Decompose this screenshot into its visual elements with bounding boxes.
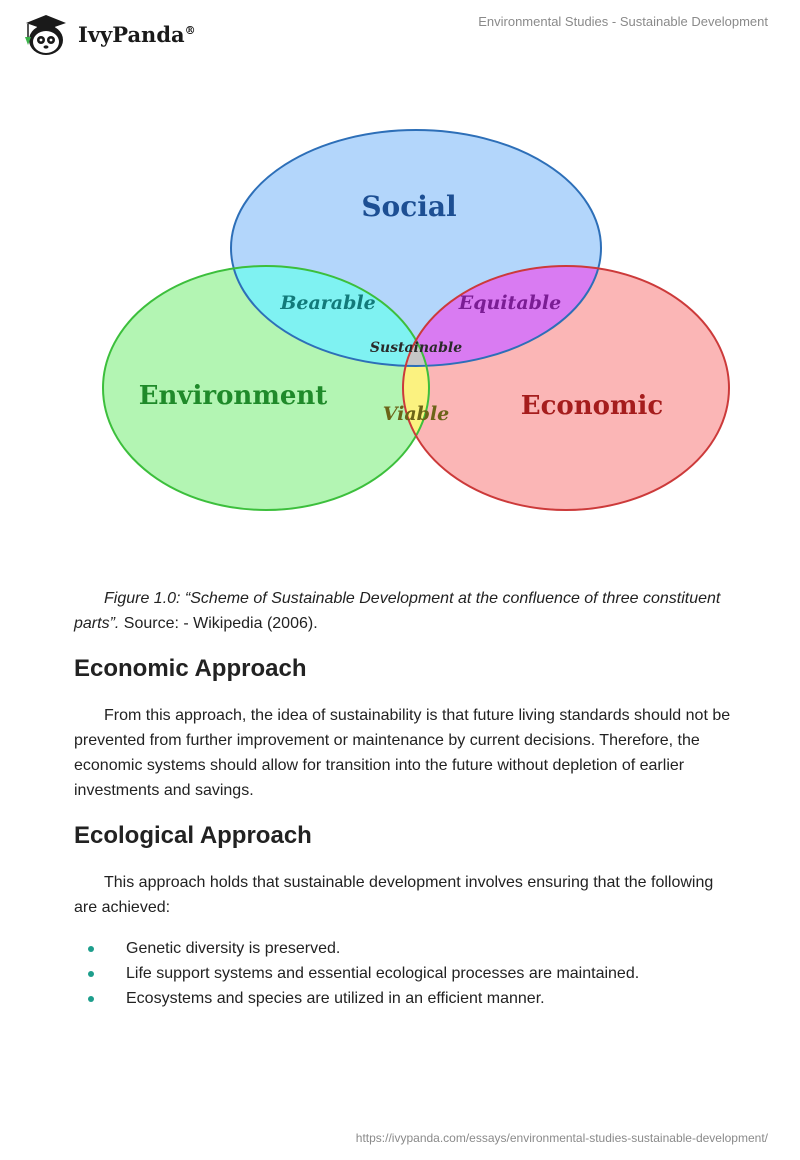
bullet-icon	[88, 996, 94, 1002]
ecological-goals-list	[74, 936, 734, 1011]
panda-graduate-icon	[16, 9, 74, 57]
caption-source: Source: - Wikipedia (2006).	[119, 615, 318, 632]
document-title: Environmental Studies - Sustainable Development	[478, 14, 768, 29]
economic-approach-paragraph: From this approach, the idea of sustainability is that future living standards should not be prevented from further improvement or maintenance by current decisions. Therefore, the economic systems should allow for transition into the future without depletion of earlier investments and savings.	[74, 707, 731, 799]
sustainable-label: Sustainable	[369, 340, 463, 356]
figure-caption	[74, 586, 734, 636]
caption-title: Figure 1.0: “Scheme of Sustainable Development at the confluence of three constituent parts”.	[74, 590, 721, 632]
bullet-icon	[88, 971, 94, 977]
bearable-label: Bearable	[280, 292, 376, 314]
page-header	[0, 0, 800, 60]
list-item: Ecosystems and species are utilized in an efficient manner.	[74, 986, 734, 1011]
ivypanda-logo[interactable]	[16, 9, 196, 57]
social-label: Social	[361, 190, 457, 223]
viable-label: Viable	[382, 403, 450, 425]
list-item: Life support systems and essential ecological processes are maintained.	[74, 961, 734, 986]
ecological-approach-paragraph: This approach holds that sustainable development involves ensuring that the following are achieved:	[74, 874, 714, 916]
brand-name: IvyPanda®	[78, 21, 196, 47]
economic-approach-heading: Economic Approach	[74, 655, 307, 682]
sustainability-venn-diagram	[96, 118, 736, 518]
source-url[interactable]: https://ivypanda.com/essays/environmental-studies-sustainable-development/	[355, 1131, 768, 1145]
environment-label: Environment	[138, 381, 328, 411]
bullet-icon	[88, 946, 94, 952]
equitable-label: Equitable	[458, 292, 562, 314]
list-item: Genetic diversity is preserved.	[74, 936, 734, 961]
ecological-approach-heading: Ecological Approach	[74, 822, 312, 849]
economic-label: Economic	[520, 391, 664, 421]
